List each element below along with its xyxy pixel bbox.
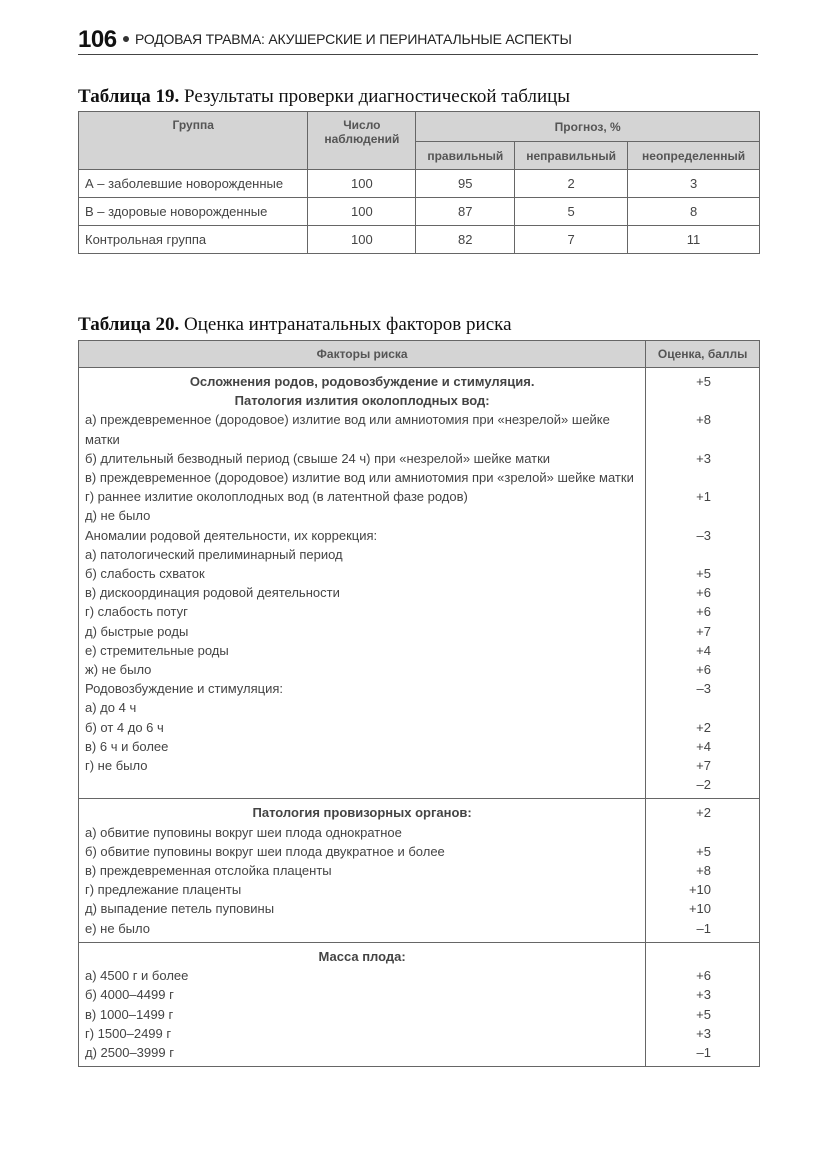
factor-line: в) преждевременная отслойка плаценты bbox=[85, 863, 332, 879]
table19-caption-text: Результаты проверки диагностической таблицы bbox=[179, 86, 571, 107]
cell-incorrect: 5 bbox=[515, 198, 628, 226]
factor-line: а) до 4 ч bbox=[85, 700, 137, 716]
cell-group: Контрольная группа bbox=[79, 226, 308, 254]
factor-line: д) не было bbox=[85, 508, 151, 524]
factor-line: д) выпадение петель пуповины bbox=[85, 901, 275, 917]
score-value: +2 bbox=[696, 719, 711, 735]
factor-line: б) обвитие пуповины вокруг шеи плода двукратное и более bbox=[85, 843, 445, 859]
score-value bbox=[652, 506, 711, 525]
table-row bbox=[79, 226, 760, 254]
table20-section bbox=[79, 799, 760, 942]
section-factors bbox=[79, 942, 646, 1066]
score-value: +6 bbox=[696, 585, 711, 601]
score-value: +6 bbox=[696, 604, 711, 620]
table20-header-factors: Факторы риска bbox=[79, 341, 646, 368]
cell-incorrect: 2 bbox=[515, 170, 628, 198]
table20-caption bbox=[78, 314, 512, 336]
factor-line: д) 2500–3999 г bbox=[85, 1044, 174, 1060]
factor-line: г) 1500–2499 г bbox=[85, 1025, 172, 1041]
cell-undefined: 3 bbox=[628, 170, 760, 198]
score-value: +1 bbox=[696, 489, 711, 505]
factor-line: а) 4500 г и более bbox=[85, 968, 189, 984]
cell-group: В – здоровые новорожденные bbox=[79, 198, 308, 226]
score-value bbox=[652, 430, 711, 449]
table19-caption bbox=[78, 86, 570, 108]
factor-line: Родовозбуждение и стимуляция: bbox=[85, 681, 283, 697]
score-value: +8 bbox=[696, 412, 711, 428]
cell-undefined: 8 bbox=[628, 198, 760, 226]
factor-line: в) 6 ч и более bbox=[85, 738, 169, 754]
score-value: +6 bbox=[696, 968, 711, 984]
section-heading: Осложнения родов, родовозбуждение и стимуляция. bbox=[189, 374, 535, 389]
score-value: +5 bbox=[696, 374, 711, 389]
score-value: +7 bbox=[696, 758, 711, 774]
factor-line: а) преждевременное (дородовое) излитие вод или амниотомия при «незрелой» шейке матки bbox=[85, 412, 610, 447]
cell-correct: 95 bbox=[416, 170, 515, 198]
score-value: –3 bbox=[696, 527, 711, 543]
factor-line: б) слабость схваток bbox=[85, 566, 205, 582]
score-value: +7 bbox=[696, 623, 711, 639]
factor-line: в) 1000–1499 г bbox=[85, 1006, 174, 1022]
running-title: РОДОВАЯ ТРАВМА: АКУШЕРСКИЕ И ПЕРИНАТАЛЬНЫЕ АСПЕКТЫ bbox=[135, 31, 572, 47]
factor-line: Аномалии родовой деятельности, их коррекция: bbox=[85, 527, 378, 543]
factor-line: г) раннее излитие околоплодных вод (в латентной фазе родов) bbox=[85, 489, 468, 505]
cell-correct: 87 bbox=[416, 198, 515, 226]
section-scores bbox=[646, 799, 760, 942]
section-scores bbox=[646, 368, 760, 799]
table20-caption-text: Оценка интранатальных факторов риска bbox=[179, 314, 512, 335]
factor-line: г) не было bbox=[85, 758, 148, 774]
factor-line: г) предлежание плаценты bbox=[85, 882, 242, 898]
score-value: +10 bbox=[688, 882, 711, 898]
bullet-dot-icon bbox=[123, 36, 129, 42]
score-value bbox=[652, 468, 711, 487]
table20-section bbox=[79, 368, 760, 799]
score-value bbox=[652, 391, 711, 410]
section-heading: Масса плода: bbox=[318, 948, 406, 964]
factor-line: в) дискоординация родовой деятельности bbox=[85, 585, 340, 601]
table20-header-score: Оценка, баллы bbox=[646, 341, 760, 368]
factor-line: е) не было bbox=[85, 920, 150, 936]
score-value: –1 bbox=[696, 920, 711, 936]
score-value: +4 bbox=[696, 738, 711, 754]
score-value bbox=[652, 947, 711, 966]
score-value: +3 bbox=[696, 450, 711, 466]
factor-line: б) от 4 до 6 ч bbox=[85, 719, 164, 735]
score-value bbox=[652, 698, 711, 717]
factor-line: д) быстрые роды bbox=[85, 623, 189, 639]
section-factors bbox=[79, 368, 646, 799]
table20-section bbox=[79, 942, 760, 1066]
table19-caption-number: Таблица 19. bbox=[78, 86, 180, 107]
score-value: +5 bbox=[696, 1006, 711, 1022]
page-number: 106 bbox=[78, 26, 117, 53]
cell-correct: 82 bbox=[416, 226, 515, 254]
factor-line: б) 4000–4499 г bbox=[85, 987, 174, 1003]
factor-line: г) слабость потуг bbox=[85, 604, 188, 620]
score-value: –2 bbox=[696, 777, 711, 793]
factor-line: б) длительный безводный период (свыше 24 ч) при «незрелой» шейке матки bbox=[85, 450, 551, 466]
factor-line: ж) не было bbox=[85, 662, 152, 678]
cell-count: 100 bbox=[308, 198, 416, 226]
table-row bbox=[79, 198, 760, 226]
score-value: +4 bbox=[696, 642, 711, 658]
score-value bbox=[652, 545, 711, 564]
score-value: –1 bbox=[696, 1044, 711, 1060]
score-value: +8 bbox=[696, 863, 711, 879]
table19-header-correct: правильный bbox=[416, 142, 515, 170]
score-value: +2 bbox=[696, 805, 711, 821]
score-value: +3 bbox=[696, 987, 711, 1003]
cell-incorrect: 7 bbox=[515, 226, 628, 254]
table19-header-incorrect: неправильный bbox=[515, 142, 628, 170]
table19-header-group: Группа bbox=[79, 112, 308, 170]
section-heading: Патология излития околоплодных вод: bbox=[234, 393, 490, 409]
table19-header-forecast: Прогноз, % bbox=[416, 112, 760, 142]
table-row bbox=[79, 170, 760, 198]
factor-line: а) патологический прелиминарный период bbox=[85, 546, 343, 562]
table19 bbox=[78, 111, 760, 254]
table20-caption-number: Таблица 20. bbox=[78, 314, 180, 335]
cell-undefined: 11 bbox=[628, 226, 760, 254]
factor-line: е) стремительные роды bbox=[85, 642, 229, 658]
factor-line: в) преждевременное (дородовое) излитие вод или амниотомия при «зрелой» шейке матки bbox=[85, 470, 634, 486]
cell-group: А – заболевшие новорожденные bbox=[79, 170, 308, 198]
running-header bbox=[78, 28, 758, 55]
section-scores bbox=[646, 942, 760, 1066]
score-value bbox=[652, 823, 711, 842]
score-value: –3 bbox=[696, 681, 711, 697]
score-value: +3 bbox=[696, 1025, 711, 1041]
score-value: +5 bbox=[696, 843, 711, 859]
table20 bbox=[78, 340, 760, 1067]
section-factors bbox=[79, 799, 646, 942]
section-heading: Патология провизорных органов: bbox=[252, 805, 472, 821]
score-value: +10 bbox=[688, 901, 711, 917]
table19-header-count: Число наблюдений bbox=[308, 112, 416, 170]
score-value: +5 bbox=[696, 566, 711, 582]
cell-count: 100 bbox=[308, 170, 416, 198]
table19-header-undefined: неопределенный bbox=[628, 142, 760, 170]
cell-count: 100 bbox=[308, 226, 416, 254]
factor-line: а) обвитие пуповины вокруг шеи плода однократное bbox=[85, 824, 402, 840]
score-value: +6 bbox=[696, 662, 711, 678]
